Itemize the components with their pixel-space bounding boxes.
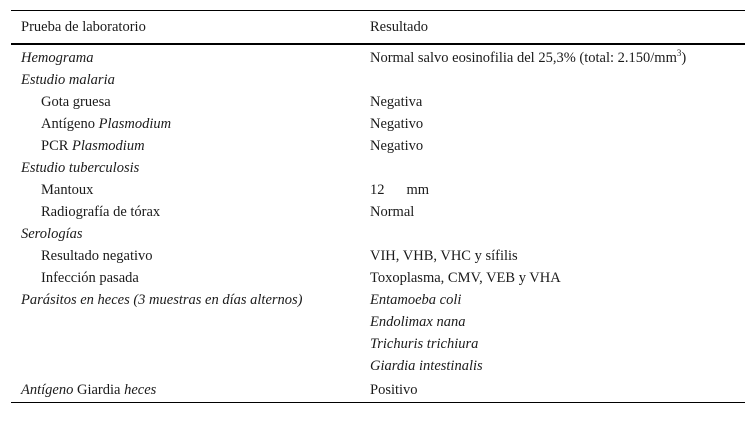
resultado-negativo-label: Resultado negativo: [41, 248, 153, 264]
table-row: [11, 91, 745, 113]
table-row: [11, 44, 745, 69]
tuberculosis-section-label: Estudio tuberculosis: [21, 160, 140, 176]
empty-cell: [11, 311, 360, 333]
giardia-label-mid: Giardia: [73, 381, 125, 398]
antigeno-plasmodium-italic: Plasmodium: [98, 116, 172, 132]
infeccion-pasada-result: Toxoplasma, CMV, VEB y VHA: [370, 270, 561, 286]
gota-gruesa-result: Negativa: [370, 94, 423, 110]
empty-cell: [360, 223, 745, 245]
hemograma-label: Hemograma: [21, 50, 94, 66]
lab-results-table-container: [11, 10, 745, 403]
hemograma-result-sup: 3: [676, 48, 682, 58]
lab-results-table: [11, 10, 745, 403]
radiografia-label: Radiografía de tórax: [41, 204, 161, 220]
giardia-label-italic-1: Antígeno: [21, 381, 74, 398]
resultado-negativo-result: VIH, VHB, VHC y sífilis: [370, 248, 518, 264]
mantoux-value: 12: [370, 182, 385, 198]
table-row: [11, 289, 745, 311]
table-row: [11, 201, 745, 223]
table-row: [11, 333, 745, 355]
table-row: [11, 157, 745, 179]
hemograma-result-text: Normal salvo eosinofilia del 25,3% (total: 2.150/mm: [370, 50, 677, 66]
header-row: [11, 11, 745, 45]
empty-cell: [11, 355, 360, 377]
hemograma-result-close: ): [681, 50, 687, 66]
antigeno-plasmodium-prefix: Antígeno: [41, 116, 99, 132]
giardia-antigen-result: Positivo: [360, 377, 745, 403]
empty-cell: [360, 69, 745, 91]
empty-cell: [360, 157, 745, 179]
table-row: [11, 69, 745, 91]
table-row: [11, 245, 745, 267]
antigeno-plasmodium-result: Negativo: [370, 116, 424, 132]
parasitos-result-2: Endolimax nana: [370, 314, 466, 330]
mantoux-unit: mm: [406, 182, 430, 198]
table-row: [11, 377, 745, 403]
pcr-plasmodium-result: Negativo: [370, 138, 424, 154]
empty-cell: [11, 333, 360, 355]
gota-gruesa-label: Gota gruesa: [41, 94, 111, 110]
parasitos-label: Parásitos en heces (3 muestras en días alternos): [21, 292, 303, 308]
table-row: [11, 311, 745, 333]
pcr-prefix: PCR: [41, 138, 73, 154]
giardia-label-italic-2: heces: [124, 381, 157, 398]
mantoux-result: [360, 179, 745, 201]
table-row: [11, 113, 745, 135]
malaria-section-label: Estudio malaria: [21, 72, 115, 88]
table-row: [11, 135, 745, 157]
parasitos-result-3: Trichuris trichiura: [370, 336, 479, 352]
antigeno-plasmodium-label: [11, 113, 360, 135]
table-row: [11, 179, 745, 201]
pcr-italic: Plasmodium: [72, 138, 145, 154]
table-row: [11, 223, 745, 245]
hemograma-result: [360, 44, 745, 69]
parasitos-result-4: Giardia intestinalis: [370, 358, 483, 374]
table-row: [11, 267, 745, 289]
serologias-section-label: Serologías: [21, 226, 83, 242]
infeccion-pasada-label: Infección pasada: [41, 270, 139, 286]
giardia-antigen-label: [11, 377, 360, 403]
pcr-plasmodium-label: [11, 135, 360, 157]
header-test: Prueba de laboratorio: [11, 11, 360, 45]
mantoux-label: Mantoux: [41, 182, 94, 198]
radiografia-result: Normal: [370, 204, 415, 220]
parasitos-result-1: Entamoeba coli: [370, 292, 462, 308]
table-row: [11, 355, 745, 377]
header-result: Resultado: [360, 11, 745, 45]
